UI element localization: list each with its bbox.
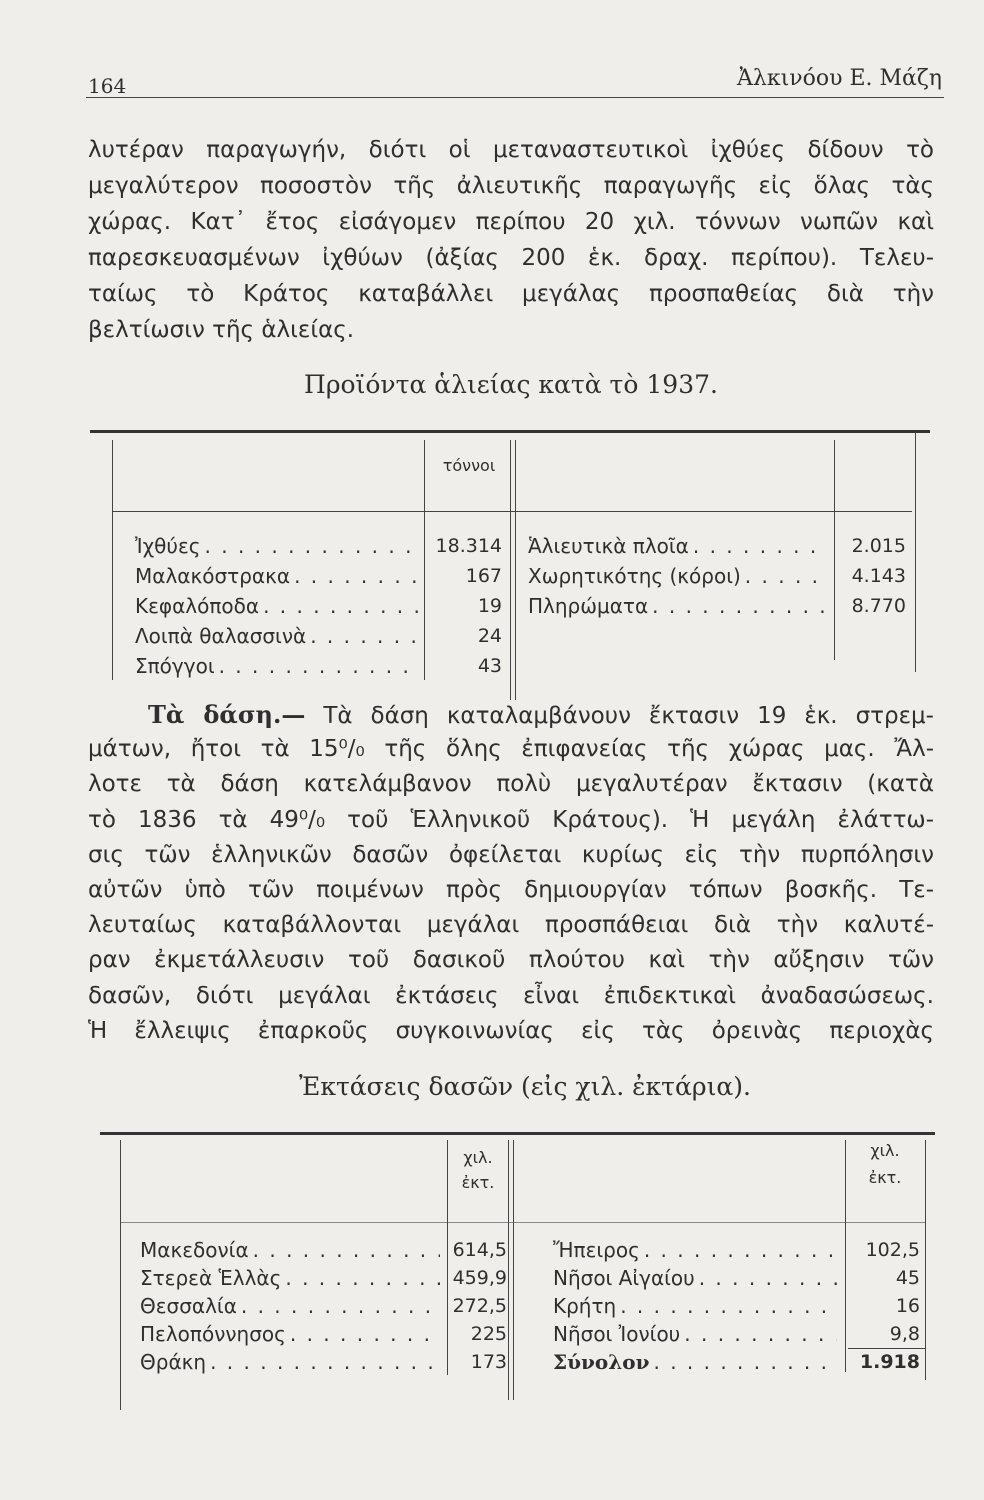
paragraph-fisheries: [88, 132, 934, 348]
dot-leader: [249, 1236, 440, 1264]
table1-double-divider-b: [515, 440, 516, 700]
table-row-value: 8.770: [851, 595, 906, 617]
dot-leader: [689, 531, 826, 561]
row-label-text: Κρήτη: [553, 1294, 617, 1318]
row-label-text: Μαλακόστρακα: [135, 564, 291, 588]
row-label-text: Νῆσοι Αἰγαίου: [553, 1266, 695, 1290]
dot-leader: [680, 1320, 837, 1348]
text-line: [88, 697, 934, 732]
text-line: ταίως τὸ Κράτος καταβάλλει μεγάλας προσπαθείας διὰ τὴν: [88, 281, 934, 307]
table2-top-rule: [100, 1132, 935, 1135]
table2-double-divider-b: [513, 1140, 514, 1400]
table-row-label: [140, 1236, 440, 1264]
table-row-value: 24: [477, 625, 502, 647]
table-row-value: 18.314: [435, 535, 502, 557]
row-label-text: Πελοπόννησος: [140, 1322, 286, 1346]
unit-line: ἐκτ.: [461, 1173, 495, 1192]
table1-column-divider: [424, 440, 425, 680]
table-row-value: 4.143: [851, 565, 906, 587]
dot-leader: [306, 621, 420, 651]
table2-title: Ἐκτάσεις δασῶν (εἰς χιλ. ἐκτάρια).: [299, 1072, 751, 1101]
table2-header-rule: [120, 1222, 925, 1223]
table-row-label: [553, 1264, 837, 1292]
dot-leader: [741, 561, 826, 591]
table-row-label: [553, 1236, 837, 1264]
row-label-text: Ἁλιευτικὰ πλοῖα: [528, 534, 689, 558]
dot-leader: [215, 651, 420, 681]
table-row-value: 102,5: [865, 1239, 920, 1261]
table-row-value: 9,8: [889, 1323, 920, 1345]
table-row-value: 173: [470, 1351, 507, 1373]
text-line: σις τῶν ἑλληνικῶν δασῶν ὀφείλεται κυρίως εἰς τὴν πυρπόλησιν: [88, 841, 934, 868]
table2-unit-header-left: [448, 1145, 508, 1195]
total-row-label: [553, 1348, 837, 1376]
text-line: μάτων, ἤτοι τὰ 15⁰/₀ τῆς ὅλης ἐπιφανείας τῆς χώρας μας. Ἄλ-: [88, 736, 934, 763]
unit-line: χιλ.: [463, 1148, 493, 1167]
table2-right-border: [925, 1140, 926, 1380]
dot-leader: [640, 1236, 837, 1264]
table1-top-rule: [90, 430, 930, 433]
table1-title: Προϊόντα ἁλιείας κατὰ τὸ 1937.: [304, 370, 718, 399]
row-label-text: Κεφαλόποδα: [135, 594, 260, 618]
page-number: 164: [88, 74, 127, 98]
text-line: μεγαλύτερον ποσοστὸν τῆς ἀλιευτικῆς παραγωγῆς εἰς ὅλας τὰς: [88, 173, 934, 199]
dot-leader: [281, 1264, 440, 1292]
text-line: λοτε τὰ δάση κατελάμβανον πολὺ μεγαλυτέραν ἔκτασιν (κατὰ: [88, 771, 934, 798]
running-title: Ἀλκινόου Ε. Μάζη: [737, 66, 942, 91]
text-line: Ἡ ἔλλειψις ἐπαρκοῦς συγκοινωνίας εἰς τὰς ὀρεινὰς περιοχὰς: [88, 1017, 934, 1044]
table-row-label: [135, 591, 420, 621]
table-row-label: [140, 1348, 440, 1376]
table-row-label: [140, 1320, 440, 1348]
table1-header-rule: [112, 511, 912, 512]
table1-left-border: [112, 440, 113, 680]
dot-leader: [201, 531, 420, 561]
dot-leader: [290, 561, 420, 591]
table-row-label: [135, 651, 420, 681]
table2-double-divider-a: [508, 1140, 509, 1400]
text-line: λευταίως καταβάλλονται μεγάλαι προσπάθειαι διὰ τὴν καλυτέ-: [88, 912, 934, 939]
table-row-label: [553, 1320, 837, 1348]
row-label-text: Θεσσαλία: [140, 1294, 237, 1318]
table1-column-divider: [834, 440, 835, 660]
dot-leader: [259, 591, 420, 621]
table-row-label: [135, 531, 420, 561]
row-label-text: Σπόγγοι: [135, 654, 215, 678]
unit-line: ἐκτ.: [868, 1168, 902, 1187]
dot-leader: [616, 1292, 837, 1320]
row-label-text: Λοιπὰ θαλασσινὰ: [135, 624, 307, 648]
dot-leader: [237, 1292, 440, 1320]
total-label-text: Σύνολον: [553, 1350, 650, 1374]
table-row-value: 225: [470, 1323, 507, 1345]
table-row-label: [140, 1264, 440, 1292]
text-line: ραν ἐκμετάλλευσιν τοῦ δασικοῦ πλούτου καὶ τὴν αὔξησιν τῶν: [88, 947, 934, 974]
text-line: βελτίωσιν τῆς ἁλιείας.: [88, 317, 355, 343]
paragraph-forests: [88, 697, 934, 1049]
table-row-value: 19: [477, 595, 502, 617]
table2-left-border: [120, 1140, 121, 1410]
table-row-label: [135, 561, 420, 591]
table-row-value: 43: [477, 655, 502, 677]
table-row-value: 2.015: [851, 535, 906, 557]
row-label-text: Ἰχθύες: [135, 534, 201, 558]
table-row-label: [528, 591, 826, 621]
table1-double-divider-a: [510, 440, 511, 700]
row-label-text: Χωρητικότης (κόροι): [528, 564, 741, 588]
total-value: 1.918: [859, 1351, 920, 1373]
table-row-value: 45: [895, 1267, 920, 1289]
table-row-label: [553, 1292, 837, 1320]
table-row-value: 272,5: [452, 1295, 507, 1317]
dot-leader: [648, 591, 826, 621]
table1-right-border: [915, 432, 916, 672]
dot-leader: [286, 1320, 440, 1348]
table-row-label: [528, 531, 826, 561]
row-label-text: Στερεὰ Ἑλλὰς: [140, 1266, 282, 1290]
table-row-label: [135, 621, 420, 651]
table1-unit-header: τόννοι: [442, 456, 496, 475]
header-rule: [86, 97, 944, 98]
dot-leader: [695, 1264, 837, 1292]
table-row-label: [140, 1292, 440, 1320]
text-line-body: Τὰ δάση καταλαμβάνουν ἔκτασιν 19 ἑκ. στρεμ-: [323, 703, 934, 729]
table-row-value: 16: [895, 1295, 920, 1317]
dot-leader: [649, 1348, 837, 1376]
table-row-value: 614,5: [452, 1239, 507, 1261]
table-row-value: 167: [465, 565, 502, 587]
row-label-text: Μακεδονία: [140, 1238, 249, 1262]
text-line: αὐτῶν ὑπὸ τῶν ποιμένων πρὸς δημιουργίαν τόπων βοσκῆς. Τε-: [88, 876, 934, 903]
text-line: χώρας. Κατ᾽ ἔτος εἰσάγομεν περίπου 20 χιλ. τόννων νωπῶν καὶ: [88, 209, 934, 235]
text-line: τὸ 1836 τὰ 49⁰/₀ τοῦ Ἑλληνικοῦ Κράτους). Ἡ μεγάλη ἐλάττω-: [88, 806, 934, 833]
table-row-value: 459,9: [452, 1267, 507, 1289]
text-line: δασῶν, διότι μεγάλαι ἐκτάσεις εἶναι ἐπιδεκτικαὶ ἀναδασώσεως.: [88, 982, 934, 1009]
text-line: παρεσκευασμένων ἰχθύων (ἀξίας 200 ἑκ. δραχ. περίπου). Τελευ-: [88, 245, 934, 271]
row-label-text: Θράκη: [140, 1350, 207, 1374]
dot-leader: [206, 1348, 440, 1376]
section-lead: Τὰ δάση.—: [148, 700, 306, 729]
table2-unit-header-right: [846, 1137, 924, 1191]
row-label-text: Ἤπειρος: [553, 1238, 640, 1262]
unit-line: χιλ.: [870, 1141, 900, 1160]
text-line: λυτέραν παραγωγήν, διότι οἱ μεταναστευτικοὶ ἰχθύες δίδουν τὸ: [88, 137, 934, 163]
row-label-text: Πληρώματα: [528, 594, 649, 618]
table-row-label: [528, 561, 826, 591]
row-label-text: Νῆσοι Ἰονίου: [553, 1322, 681, 1346]
